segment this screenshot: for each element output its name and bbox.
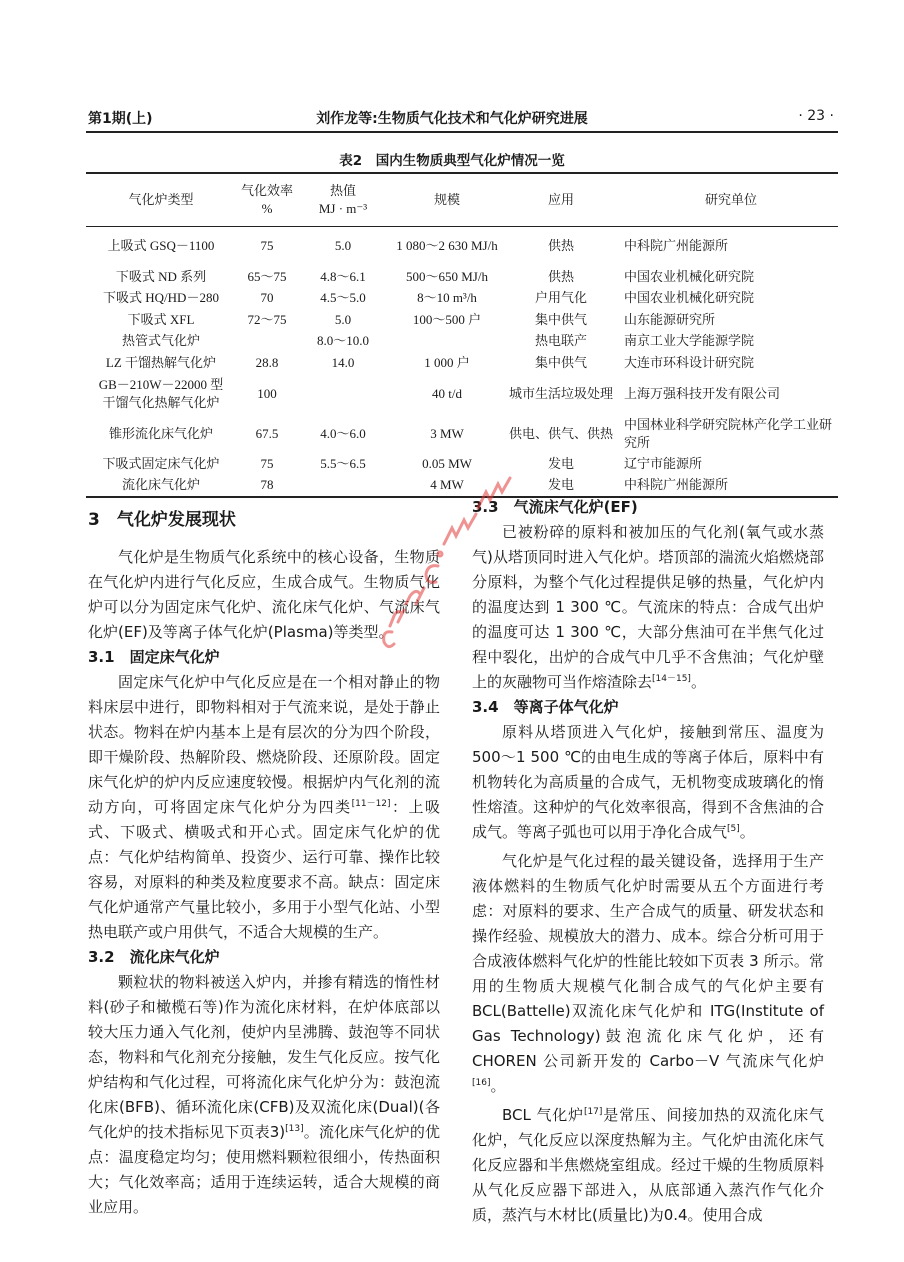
table-cell: 75 [260,238,274,254]
table-cell: 4.0～6.0 [320,425,366,441]
table-cell: 户用气化 [534,290,587,306]
table-row [86,414,838,454]
table-cell: 1 080～2 630 MJ/h [396,238,498,254]
text: 原料从塔顶进入气化炉，接触到常压、温度为 500～1 500 ℃的由电生成的等离子体后，原料中有机物转化为高质量的合成气，无机物变成玻璃化的惰性熔渣。这种炉的气化效率很高，得到不含焦油的合成气。等离子弧也可以用于净化合成气 [472,723,824,841]
table-cell: 72～75 [247,311,287,327]
header-rule [86,131,838,133]
table-cell: 28.8 [255,354,279,370]
table-cell: 8.0～10.0 [316,333,369,349]
table-row [86,331,838,353]
table-row [86,288,838,310]
paragraph [88,670,440,945]
table-cell: 5.5～6.5 [320,456,366,472]
section-3-3-heading: 3.3 气流床气化炉(EF) [472,498,638,516]
table-title: 表2 国内生物质典型气化炉情况一览 [339,153,565,169]
section-3-1-heading: 3.1 固定床气化炉 [88,648,220,666]
table-cell: 辽宁市能源所 [624,456,703,472]
col-header: 应用 [547,191,574,207]
section-3-4-heading: 3.4 等离子体气化炉 [472,698,619,716]
table-cell: 5.0 [334,311,352,327]
citation: [17] [583,1107,603,1117]
table-row [86,454,838,476]
table-cell: 上海万强科技开发有限公司 [624,385,781,401]
text: 。 [490,1077,506,1095]
paragraph [88,970,440,1220]
table-cell [298,475,388,497]
text: ：上吸式、下吸式、横吸式和开心式。固定床气化炉的优点：气化炉结构简单、投资少、运行可靠、操作比较容易，对原料的种类及粒度要求不高。缺点：固定床气化炉通常产气量比较小，多用于小型气化站、小型热电联产或户用供气，不适合大规模的生产。 [88,798,440,941]
table-cell: 100～500 户 [412,311,482,327]
table-cell: 供电、供气、供热 [508,425,613,441]
table-cell: 集中供气 [534,311,587,327]
table-cell: 70 [260,290,274,306]
col-header: 气化炉类型 [128,191,194,207]
table-cell: 67.5 [255,425,279,441]
table-cell: 供热 [547,238,574,254]
col-header: 热值 MJ · m⁻³ [318,182,368,216]
paragraph [472,720,824,845]
table-cell: 发电 [547,477,574,493]
table-cell: 下吸式固定床气化炉 [102,456,220,472]
table-cell: 75 [260,456,274,472]
text: 。流化床气化炉的优点：温度稳定均匀；使用燃料颗粒很细小，传热面积大；气化效率高；适用于连续运转，适合大规模的商业应用。 [88,1123,440,1216]
text: 。 [690,673,706,691]
table-cell: 中科院广州能源所 [624,238,729,254]
table-cell: 中国农业机械化研究院 [624,290,755,306]
col-header: 研究单位 [704,191,757,207]
table-cell: 65～75 [247,268,287,284]
text: 是常压、间接加热的双流化床气化炉，气化反应以深度热解为主。气化炉由流化床气化反应器和半焦燃烧室组成。经过干燥的生物质原料从气化反应器下部进入，从底部通入蒸汽作气化介质，蒸汽与木材比(质量比)为0.4。使用合成 [472,1106,824,1224]
col-header: 气化效率 % [240,182,293,216]
table-cell: 14.0 [331,354,355,370]
table-row [86,374,838,414]
table-cell: 100 [257,385,277,401]
page-number: · 23 · [798,108,834,124]
table-cell: 8～10 m³/h [417,290,477,306]
text: 气化炉是气化过程的最关键设备，选择用于生产液体燃料的生物质气化炉时需要从五个方面进行考虑：对原料的要求、生产合成气的质量、研发状态和操作经验、规模放大的潜力、成本。综合分析可用于合成液体燃料气化炉的性能比较如下页表 3 所示。常用的生物质大规模气化制合成气的气化炉主要有 BCL(Battelle)双流化床气化炉和 ITG(Institute of Gas Technology)鼓泡流化床气化炉，还有 CHOREN 公司新开发的 Carbo－V 气流床气化炉 [472,852,824,1070]
citation: [16] [472,1078,491,1088]
table-cell: 集中供气 [534,354,587,370]
citation: [14－15] [652,674,691,684]
table-cell: 供热 [547,268,574,284]
table-cell: 1 000 户 [424,354,470,370]
running-title: 刘作龙等:生物质气化技术和气化炉研究进展 [316,111,588,127]
left-column [88,508,440,1220]
table-row [86,266,838,288]
table-cell: 锥形流化床气化炉 [108,425,213,441]
table-cell: 4 MW [430,477,464,493]
table-cell: 中国林业科学研究院林产化学工业研究所 [624,416,833,450]
table-cell: 5.0 [334,238,352,254]
table-row [86,309,838,331]
paragraph [472,849,824,1099]
table-cell: 中国农业机械化研究院 [624,268,755,284]
table-cell: 0.05 MW [422,456,472,472]
table-cell: 4.5～5.0 [320,290,366,306]
table-cell: 发电 [547,456,574,472]
paragraph [472,1103,824,1228]
citation: [13] [285,1124,304,1134]
citation: [5] [727,824,740,834]
table-cell: 500～650 MJ/h [406,268,488,284]
paragraph: 气化炉是生物质气化系统中的核心设备，生物质在气化炉内进行气化反应，生成合成气。生物质气化炉可以分为固定床气化炉、流化床气化炉、气流床气化炉(EF)及等离子体气化炉(Plasma)等类型。 [88,548,440,641]
text: 固定床气化炉中气化反应是在一个相对静止的物料床层中进行，即物料相对于气流来说，是处于静止状态。物料在炉内基本上是有层次的分为四个阶段，即干燥阶段、热解阶段、燃烧阶段、还原阶段。固定床气化炉的炉内反应速度较慢。根据炉内气化剂的流动方向，可将固定床气化炉分为四类 [88,673,440,816]
text: 。 [739,823,755,841]
table-row [86,352,838,374]
text: 已被粉碎的原料和被加压的气化剂(氧气或水蒸气)从塔顶同时进入气化炉。塔顶部的湍流火焰燃烧部分原料，为整个气化过程提供足够的热量，气化炉内的温度达到 1 300 ℃。气流床的特点：合成气出炉的温度可达 1 300 ℃，大部分焦油可在半焦气化过程中裂化，出炉的合成气中几乎不含焦油；气化炉壁上的灰融物可当作熔渣除去 [472,523,824,691]
table-cell: 流化床气化炉 [121,477,200,493]
table-cell: 下吸式 XFL [127,311,195,327]
section-3-2-heading: 3.2 流化床气化炉 [88,948,220,966]
table-row [86,475,838,497]
table-cell [236,331,298,353]
paragraph [472,520,824,695]
gasifier-table [86,174,838,498]
table-cell: 下吸式 ND 系列 [115,268,207,284]
right-column [472,495,824,1228]
table-cell: LZ 干馏热解气化炉 [105,354,217,370]
table-cell: 4.8～6.1 [320,268,366,284]
table-cell [298,374,388,414]
table-cell: 78 [260,477,274,493]
table-cell: 城市生活垃圾处理 [508,385,613,401]
table-cell: 下吸式 HQ/HD－280 [103,290,219,306]
section-3-heading: 3 气化炉发展现状 [88,510,236,530]
table-cell: 南京工业大学能源学院 [624,333,755,349]
table-cell: 热管式气化炉 [121,333,200,349]
text: 颗粒状的物料被送入炉内，并掺有精选的惰性材料(砂子和橄榄石等)作为流化床材料，在炉体底部以较大压力通入气化剂，使炉内呈沸腾、鼓泡等不同状态，物料和气化剂充分接触，发生气化反应。按气化炉结构和气化过程，可将流化床气化炉分为：鼓泡流化床(BFB)、循环流化床(CFB)及双流化床(Dual)(各气化炉的技术指标见下页表3) [88,973,440,1141]
table-cell: 中科院广州能源所 [624,477,729,493]
table-cell: 大连市环科设计研究院 [624,354,755,370]
table-cell: 3 MW [430,425,464,441]
table-cell: 40 t/d [432,385,462,401]
table-row [86,226,838,266]
issue-label: 第1期(上) [88,111,153,127]
text: BCL 气化炉 [502,1106,584,1124]
table-cell [388,331,506,353]
table-cell: 热电联产 [534,333,587,349]
table-cell: GB－210W－22000 型 干馏气化热解气化炉 [98,376,224,410]
table-cell: 山东能源研究所 [624,311,716,327]
citation: [11－12] [351,799,391,809]
col-header: 规模 [433,191,460,207]
table-cell: 上吸式 GSQ－1100 [107,238,215,254]
